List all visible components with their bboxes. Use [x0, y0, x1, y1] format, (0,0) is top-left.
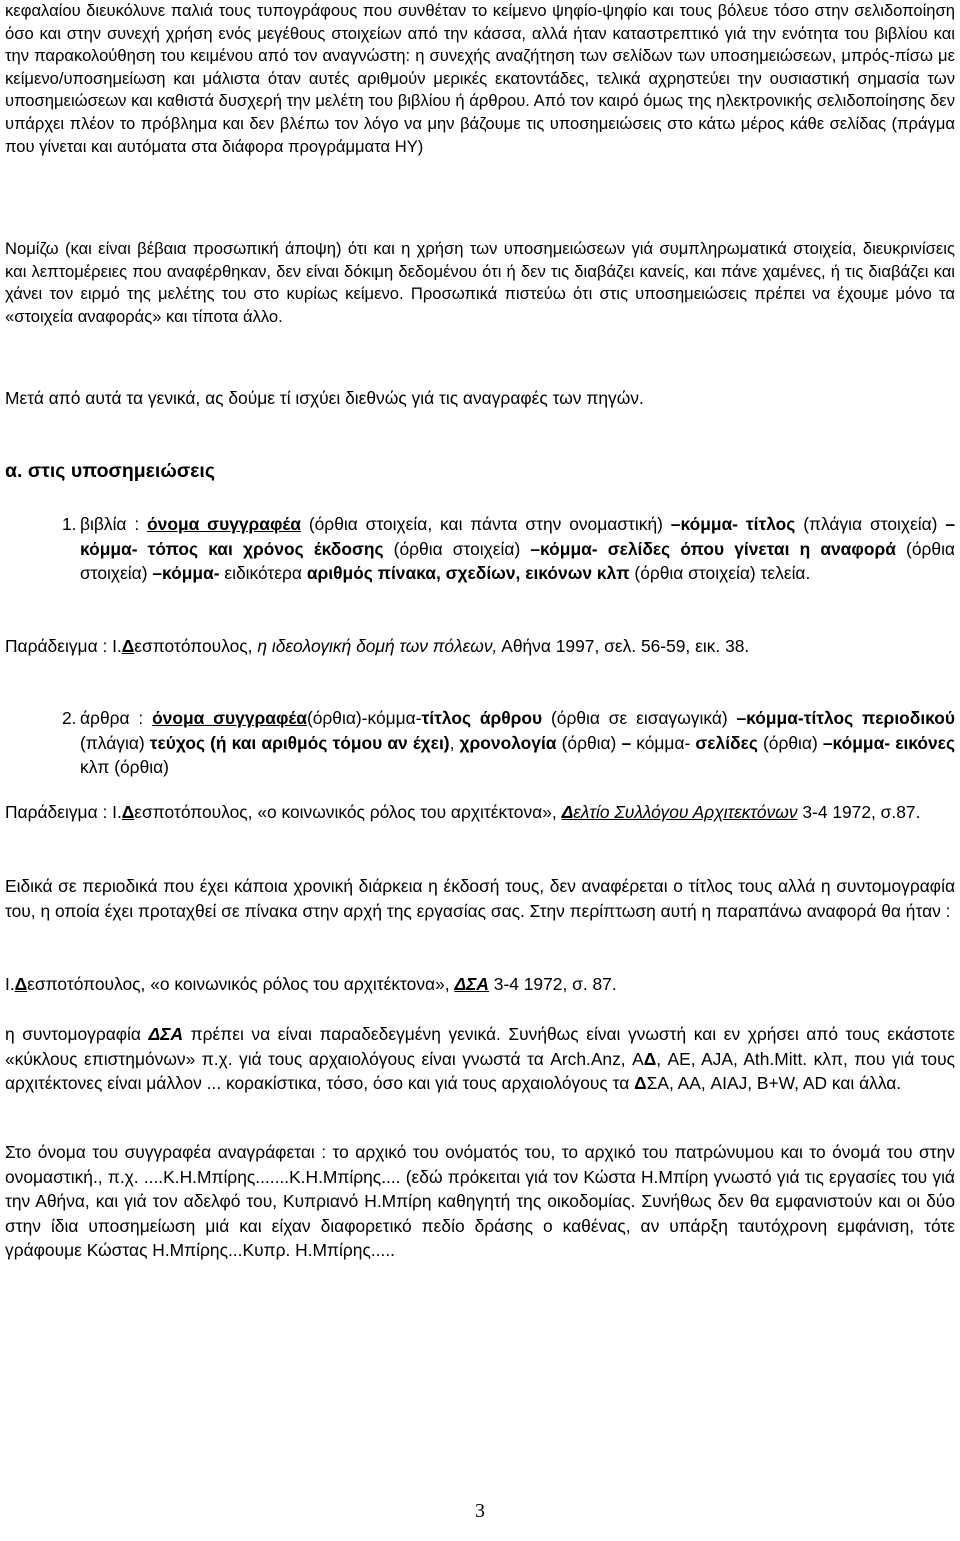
text-run: Δ [643, 1048, 657, 1069]
text-run: ΣΑ, ΑΑ, AIAJ, B+W, AD και άλλα. [646, 1073, 902, 1094]
example-article [5, 800, 955, 825]
text-run: – [621, 732, 632, 753]
text-run: κλπ (όρθια) [80, 757, 169, 778]
text-run: σελίδες όπου γίνεται η αναφορά [607, 538, 896, 559]
text-run: εσποτόπουλος, [134, 636, 258, 656]
text-run: εικόνες [895, 732, 955, 753]
text-run: (όρθια) [757, 732, 823, 753]
text-run: –κόμμα- [530, 538, 598, 559]
text-run: τίτλος [745, 514, 796, 534]
section-heading: α. στις υποσημειώσεις [5, 460, 215, 482]
text-run: πρέπει να είναι παραδεδεγμένη γενικά. Συνήθως είναι γνωστή και εν χρήσει από τους εκάστοτε «κύκλους επιστημόνων» π.χ. γιά τους αρχαιολόγους είναι γνωστά τα Arch.Anz, Α [5, 1024, 955, 1069]
page-number: 3 [475, 1500, 485, 1522]
paragraph-abbreviation-acceptance [5, 1022, 955, 1096]
text-run: –κόμμα- [670, 514, 738, 534]
text-run: , [449, 732, 460, 753]
text-run: ελτίο Συλλόγου Αρχιτεκτόνων [573, 802, 798, 822]
text-run: 3-4 1972, σ.87. [797, 802, 921, 822]
text-run [738, 514, 746, 534]
text-run: εσποτόπουλος, «ο κοινωνικός ρόλος του αρχιτέκτονα», [27, 974, 455, 994]
text-run: Παράδειγμα : Ι. [5, 802, 122, 822]
text-run: όνομα συγγραφέα [152, 708, 307, 728]
text-run: σελίδες [695, 732, 758, 753]
text-run: Δ [634, 1073, 647, 1094]
text-run: η ιδεολογική δομή των πόλεων, [257, 636, 498, 656]
text-run: τόπος και χρόνος έκδοσης [147, 538, 384, 559]
text-run: τίτλος περιοδικού [803, 708, 956, 728]
text-run: (όρθια στοιχεία) [80, 538, 955, 584]
list-item-books [80, 512, 955, 586]
paragraph-intro-sources: Μετά από αυτά τα γενικά, ας δούμε τί ισχύει διεθνώς γιά τις αναγραφές των πηγών. [5, 388, 644, 408]
text-run [598, 539, 608, 559]
text-run: βιβλία : [80, 514, 148, 534]
text-run: (όρθια στοιχεία) [383, 538, 531, 559]
text-run: (όρθια στοιχεία) τελεία. [629, 563, 811, 584]
text-run: Παράδειγμα : Ι. [5, 636, 122, 656]
text-run: Δ [561, 802, 574, 822]
text-run: –κόμμα- [736, 708, 804, 728]
text-run: (όρθια)-κόμμα- [306, 708, 422, 728]
paragraph-abbreviations: Ειδικά σε περιοδικά που έχει κάποια χρονική διάρκεια η έκδοσή τους, δεν αναφέρεται ο τίτλος τους αλλά η συντομογραφία του, η οποία έχει προταχθεί σε πίνακα στην αρχή της εργασίας σας. Στην περίπτωση αυτή η παραπάνω αναφορά θα ήταν : [5, 876, 955, 921]
paragraph-author-name: Στο όνομα του συγγραφέα αναγράφεται : το αρχικό του ονόματός του, το αρχικό του πατρώνυμου και το όνομά του στην ονομαστική., π.χ. ....Κ.Η.Μπίρης.......Κ.Η.Μπίρης.... (εδώ πρόκειται γιά τον Κώστα Η.Μπίρη γνωστό γιά τις εργασίες του γιά την Αθήνα, και γιά τον αδελφό του, Κυπριανό Η.Μπίρη καθηγητή της οικοδομίας. Συνήθως δεν θα εμφανιστούν και οι δύο στην ίδια υποσημείωση μιά και είχαν διαφορετικό πεδίο δράσης ο καθένας, αν υπάρξη ταυτόχρονη εμφάνιση, τότε γράφουμε Κώστας Η.Μπίρης...Κυπρ. Η.Μπίρης..... [5, 1142, 955, 1261]
text-run: εσποτόπουλος, «ο κοινωνικός ρόλος του αρχιτέκτονα», [134, 802, 562, 822]
text-run: τίτλος άρθρου [421, 708, 543, 728]
text-run: (όρθια σε εισαγωγικά) [542, 708, 737, 728]
list-number-1: 1. [62, 514, 77, 534]
text-run: αριθμός πίνακα, σχεδίων, εικόνων κλπ [306, 563, 630, 584]
text-run: ΔΣΑ [148, 1024, 184, 1044]
text-run: Ι. [5, 974, 15, 994]
list-number-2: 2. [62, 708, 77, 728]
text-run: –κόμμα- [152, 563, 220, 584]
text-run: Αθήνα 1997, σελ. 56-59, εικ. 38. [497, 636, 750, 656]
text-run: Δ [14, 974, 28, 994]
text-run: Δ [121, 636, 135, 656]
example-abbreviated [5, 972, 955, 997]
text-run: Δ [121, 802, 135, 822]
text-run: (όρθια στοιχεία, και πάντα στην ονομαστική) [300, 514, 671, 534]
paragraph-footnote-opinion: Νομίζω (και είναι βέβαια προσωπική άποψη) ότι και η χρήση των υποσημειώσεων γιά συμπληρωματικά στοιχεία, διευκρινίσεις και λεπτομέρειες που αναφέρθηκαν, δεν είναι δόκιμη δεδομένου ότι ή δεν τις διαβάζει κανείς, και πάνε χαμένες, ή τις διαβάζει και χάνει τον ειρμό της μελέτης του στο κυρίως κείμενο. Προσωπικά πιστεύω ότι στις υποσημειώσεις πρέπει να έχουμε μόνο τα «στοιχεία αναφοράς» και τίποτα άλλο. [5, 239, 955, 326]
text-run: τεύχος (ή και αριθμός τόμου αν έχει) [149, 732, 450, 753]
text-run: , AE, AJA, Ath.Mitt. κλπ, που γιά τους αρχιτέκτονες είναι μάλλον ... κορακίστικα, τόσο, όσο και γιά τους αρχαιολόγους τα [5, 1048, 955, 1094]
text-run: (πλάγια στοιχεία) [795, 514, 946, 534]
text-run [138, 539, 148, 559]
text-run: κόμμα- [631, 732, 696, 753]
paragraph-footnote-history: κεφαλαίου διευκόλυνε παλιά τους τυπογράφους που συνθέταν το κείμενο ψηφίο-ψηφίο και τους βόλευε τόσο στην σελιδοποίηση όσο και στην συνεχή χρήση ενός μεγέθους στοιχείων από την κάσσα, αλλά ήταν καταστρεπτικό γιά την ενότητα του βιβλίου και την παρακολούθηση του κειμένου από τον αναγνώστη: η συνεχής αναζήτηση των σελίδων των υποσημειώσεων, μπρός-πίσω με κείμενο/υποσημείωση και μάλιστα όταν αυτές αριθμούν μερικές εκατοντάδες, τελικά αχρηστεύει την ουσιαστική σημασία των υποσημειώσεων και καθιστά δυσχερή την μελέτη του βιβλίου ή άρθρου. Από τον καιρό όμως της ηλεκτρονικής σελιδοποίησης δεν υπάρχει πλέον το πρόβλημα και δεν βλέπω τον λόγο να μην βάζουμε τις υποσημειώσεις στο κάτω μέρος κάθε σελίδας (πράγμα που γίνεται και αυτόματα στα διάφορα προγράμματα ΗΥ) [5, 1, 955, 156]
text-run: –κόμμα- [80, 514, 955, 559]
text-run: ειδικότερα [219, 563, 307, 584]
text-run: η συντομογραφία [5, 1024, 149, 1044]
text-run: ΔΣΑ [454, 974, 489, 994]
text-run: 3-4 1972, σ. 87. [488, 974, 617, 994]
text-run: όνομα συγγραφέα [147, 514, 301, 534]
text-run: –κόμμα- [822, 732, 891, 753]
list-item-articles [80, 706, 955, 780]
text-run: άρθρα : [80, 708, 153, 728]
example-book [5, 634, 955, 659]
text-run: χρονολογία [459, 732, 557, 753]
text-run: (πλάγια) [80, 732, 150, 753]
text-run: (όρθια) [556, 732, 622, 753]
